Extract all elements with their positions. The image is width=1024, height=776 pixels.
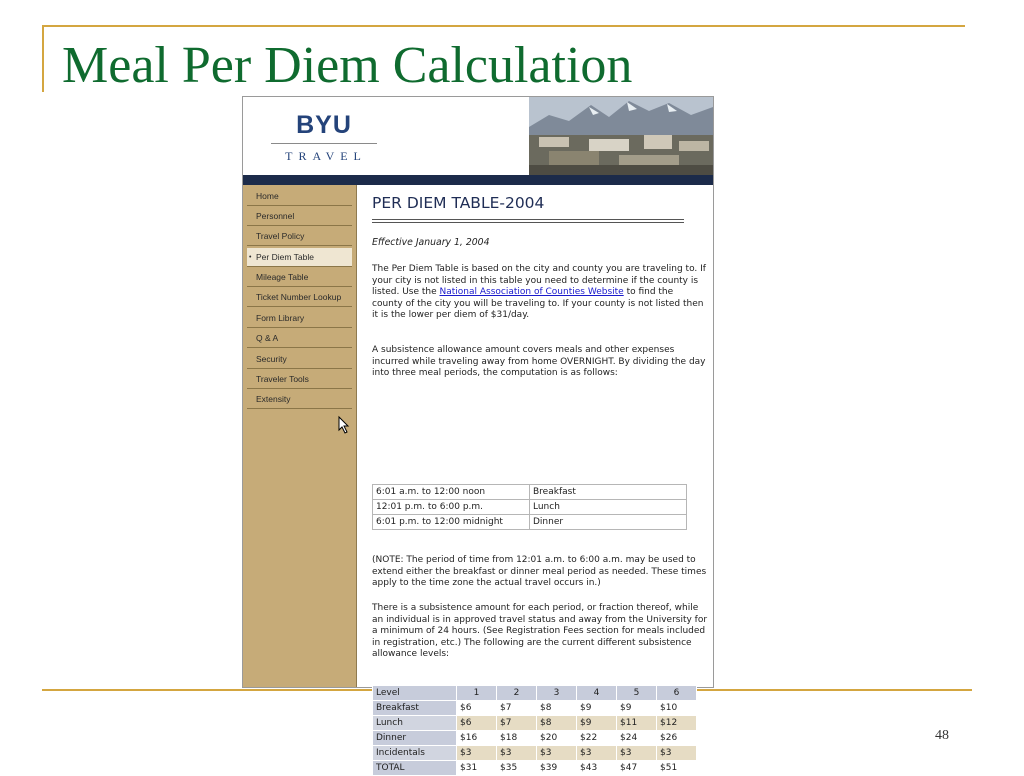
header-navy-bar — [243, 175, 713, 185]
heading-rule — [372, 219, 684, 220]
value-cell: $8 — [537, 716, 577, 731]
value-cell: $9 — [577, 701, 617, 716]
header-cell: 4 — [577, 686, 617, 701]
value-cell: $20 — [537, 731, 577, 746]
nav-item-q-and-a[interactable]: Q & A — [247, 329, 352, 348]
value-cell: $16 — [457, 731, 497, 746]
nav-item-ticket-number-lookup[interactable]: Ticket Number Lookup — [247, 288, 352, 307]
logo-subtitle: TRAVEL — [285, 149, 367, 163]
header-cell: 5 — [617, 686, 657, 701]
nav-item-home[interactable]: Home — [247, 187, 352, 206]
nav-item-label: Per Diem Table — [256, 252, 314, 262]
intro-text: The Per Diem Table is based on the city and county you are traveling to. If your city is not listed in this table you need to determine if the county is listed. Use the — [372, 264, 706, 298]
header-cell: 1 — [457, 686, 497, 701]
heading-rule — [372, 222, 684, 223]
value-cell: $39 — [537, 761, 577, 776]
header-cell: Level — [373, 686, 457, 701]
value-cell: $7 — [497, 716, 537, 731]
page-number: 48 — [935, 728, 949, 743]
row-label-cell: Breakfast — [373, 701, 457, 716]
meal-time-cell: 6:01 a.m. to 12:00 noon — [373, 485, 530, 500]
intro-text-end: to find the county of the city you will be traveling to. If your county is not listed then it is the lower per diem of $31/day. — [372, 287, 704, 321]
value-cell: $3 — [537, 746, 577, 761]
site-header — [243, 97, 713, 175]
value-cell: $3 — [457, 746, 497, 761]
meal-period-table — [372, 484, 687, 530]
value-cell: $3 — [577, 746, 617, 761]
value-cell: $12 — [657, 716, 697, 731]
table-row — [373, 485, 687, 500]
value-cell: $9 — [577, 716, 617, 731]
nav-item-security[interactable]: Security — [247, 350, 352, 369]
main-content — [359, 185, 713, 773]
value-cell: $24 — [617, 731, 657, 746]
sidebar-nav — [243, 185, 357, 687]
value-cell: $43 — [577, 761, 617, 776]
value-cell: $3 — [657, 746, 697, 761]
effective-date: Effective January 1, 2004 — [372, 237, 490, 248]
table-row — [373, 731, 697, 746]
table-row — [373, 761, 697, 776]
table-row — [373, 746, 697, 761]
value-cell: $6 — [457, 701, 497, 716]
table-header-row — [373, 686, 697, 701]
row-label-cell: Incidentals — [373, 746, 457, 761]
website-screenshot — [242, 96, 714, 773]
slide-frame-left-rule — [42, 25, 44, 92]
mouse-cursor-icon — [338, 416, 350, 434]
value-cell: $47 — [617, 761, 657, 776]
page-heading: PER DIEM TABLE-2004 — [372, 194, 545, 212]
nav-item-mileage-table[interactable]: Mileage Table — [247, 268, 352, 287]
nav-item-extensity[interactable]: Extensity — [247, 390, 352, 409]
meal-name-cell: Dinner — [530, 515, 687, 530]
header-cell: 6 — [657, 686, 697, 701]
value-cell: $6 — [457, 716, 497, 731]
value-cell: $3 — [497, 746, 537, 761]
row-label-cell: TOTAL — [373, 761, 457, 776]
value-cell: $7 — [497, 701, 537, 716]
slide-frame-top-rule — [42, 25, 965, 27]
value-cell: $9 — [617, 701, 657, 716]
meal-time-cell: 12:01 p.m. to 6:00 p.m. — [373, 500, 530, 515]
value-cell: $51 — [657, 761, 697, 776]
value-cell: $26 — [657, 731, 697, 746]
byu-logo[interactable]: BYU — [296, 111, 352, 139]
nav-item-traveler-tools[interactable]: Traveler Tools — [247, 370, 352, 389]
value-cell: $18 — [497, 731, 537, 746]
header-cell: 3 — [537, 686, 577, 701]
row-label-cell: Lunch — [373, 716, 457, 731]
value-cell: $35 — [497, 761, 537, 776]
table-row — [373, 701, 697, 716]
meal-name-cell: Lunch — [530, 500, 687, 515]
value-cell: $3 — [617, 746, 657, 761]
campus-photo — [529, 97, 713, 175]
value-cell: $8 — [537, 701, 577, 716]
value-cell: $31 — [457, 761, 497, 776]
nav-active-bullet: • — [249, 254, 252, 261]
value-cell: $22 — [577, 731, 617, 746]
value-cell: $11 — [617, 716, 657, 731]
intro-paragraph — [372, 264, 706, 322]
meal-name-cell: Breakfast — [530, 485, 687, 500]
nav-item-per-diem-table[interactable] — [247, 248, 352, 267]
naco-website-link[interactable]: National Association of Counties Website — [439, 287, 624, 298]
subsistence-levels-table — [372, 685, 697, 776]
subsistence-paragraph: A subsistence allowance amount covers meals and other expenses incurred while traveling away from home OVERNIGHT. By dividing the day into three meal periods, the computation is as follows: — [372, 345, 706, 379]
logo-divider — [271, 143, 377, 144]
row-label-cell: Dinner — [373, 731, 457, 746]
nav-item-personnel[interactable]: Personnel — [247, 207, 352, 226]
value-cell: $10 — [657, 701, 697, 716]
slide-title: Meal Per Diem Calculation — [62, 37, 633, 94]
note-paragraph: (NOTE: The period of time from 12:01 a.m. to 6:00 a.m. may be used to extend either the breakfast or dinner meal period as needed. These times apply to the time zone the actual travel occurs in.) — [372, 555, 707, 589]
subsistence-levels-paragraph: There is a subsistence amount for each period, or fraction thereof, while an individual is in approved travel status and away from the University for a minimum of 24 hours. (See Registration Fees section for meals included in registration, etc.) The following are the current different subsistence allowance levels: — [372, 603, 708, 660]
table-row — [373, 500, 687, 515]
table-row — [373, 716, 697, 731]
table-row — [373, 515, 687, 530]
header-cell: 2 — [497, 686, 537, 701]
nav-item-form-library[interactable]: Form Library — [247, 309, 352, 328]
meal-time-cell: 6:01 p.m. to 12:00 midnight — [373, 515, 530, 530]
nav-item-travel-policy[interactable]: Travel Policy — [247, 227, 352, 246]
